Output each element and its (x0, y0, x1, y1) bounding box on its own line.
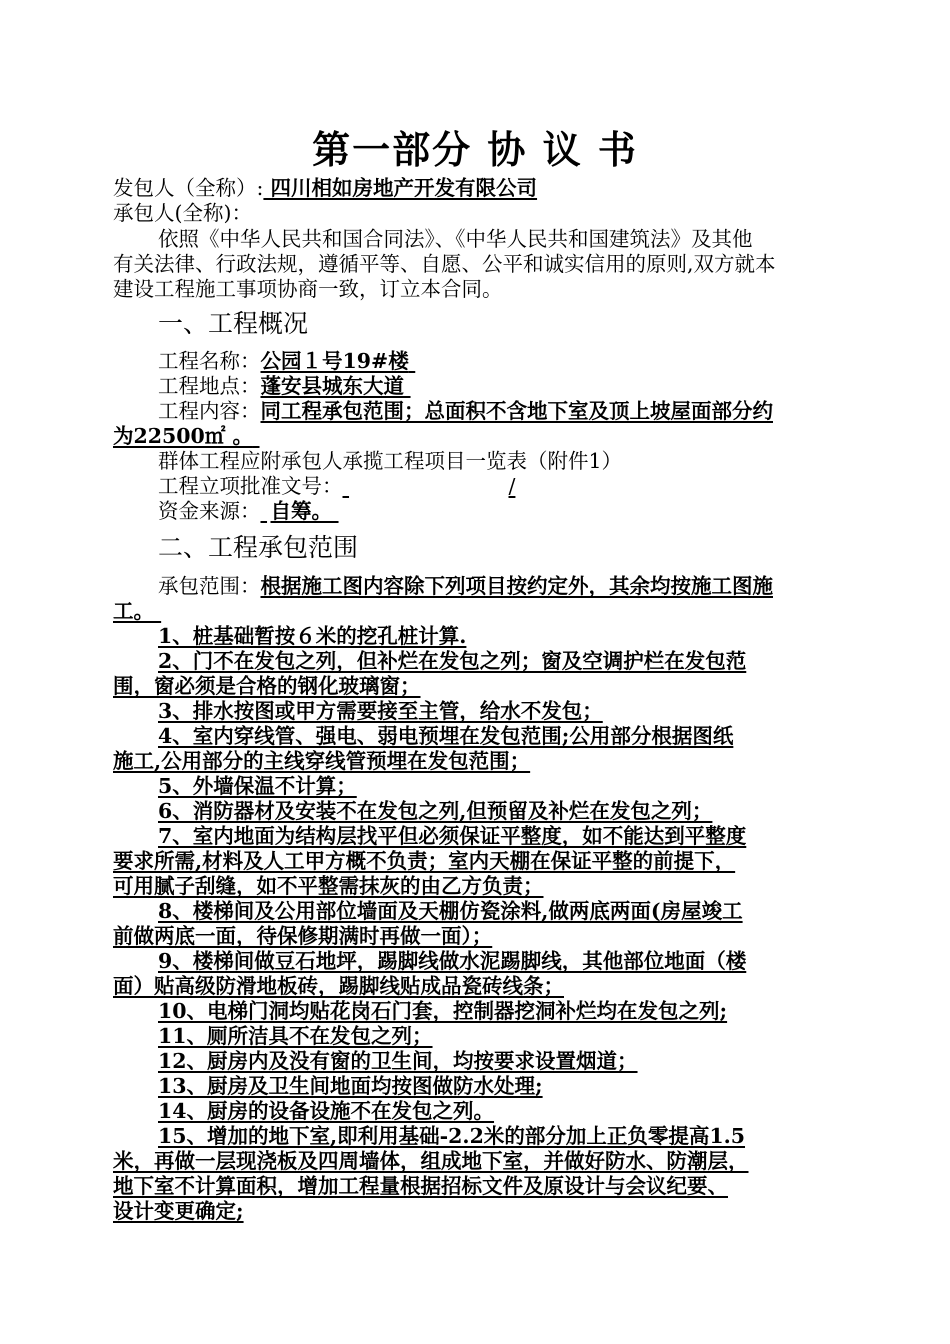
project-site-label: 工程地点： (158, 374, 261, 398)
project-content-value: 同工程承包范围；总面积不含地下室及顶上坡屋面部分约 (260, 399, 773, 423)
scope-label: 承包范围： (158, 574, 261, 598)
project-name-label: 工程名称： (158, 349, 261, 373)
project-content-value: 为22500㎡ 。 (113, 424, 253, 448)
project-name-line (158, 349, 848, 373)
project-name-value: 公园１号19#楼 (260, 349, 409, 373)
scope-item-continued: 设计变更确定; (113, 1199, 244, 1223)
scope-item: 1、桩基础暂按６米的挖孔桩计算. (158, 624, 467, 648)
approval-number-value: / (508, 474, 516, 498)
section-heading-scope: 二、工程承包范围 (158, 533, 359, 562)
fund-source-label: 资金来源： (158, 499, 261, 523)
employer-line (113, 176, 848, 200)
project-content-line (158, 399, 848, 423)
scope-item: 11、厕所洁具不在发包之列； (158, 1024, 433, 1048)
project-site-value: 蓬安县城东大道 (260, 374, 404, 398)
underline-fill (332, 499, 338, 523)
scope-item: 8、楼梯间及公用部位墙面及天棚仿瓷涂料,做两底两面(房屋竣工 (158, 899, 743, 923)
underline-fill (404, 374, 816, 398)
underline-fill (253, 424, 673, 448)
scope-value: 工。 (113, 599, 154, 623)
employer-label: 发包人（全称）: (113, 176, 264, 200)
scope-item-continued: 地下室不计算面积，增加工程量根据招标文件及原设计与会议纪要、 (113, 1174, 728, 1198)
group-project-note: 群体工程应附承包人承揽工程项目一览表（附件1） (158, 449, 623, 473)
section-heading-overview: 一、工程概况 (158, 309, 309, 338)
scope-item: 3、排水按图或甲方需要接至主管，给水不发包； (158, 699, 603, 723)
approval-number-line (158, 474, 848, 498)
scope-item: 6、消防器材及安装不在发包之列,但预留及补烂在发包之列； (158, 799, 713, 823)
scope-item: 13、厨房及卫生间地面均按图做防水处理; (158, 1074, 543, 1098)
approval-number-label: 工程立项批准文号： (158, 474, 343, 498)
scope-value: 根据施工图内容除下列项目按约定外，其余均按施工图施 (260, 574, 773, 598)
fund-source-line (158, 499, 848, 523)
underline-fill (154, 599, 164, 623)
intro-line: 建设工程施工事项协商一致，订立本合同。 (113, 277, 503, 301)
employer-name: 四川相如房地产开发有限公司 (263, 176, 538, 200)
intro-line: 有关法律、行政法规，遵循平等、自愿、公平和诚实信用的原则,双方就本 (113, 252, 776, 276)
scope-item: 5、外墙保温不计算； (158, 774, 357, 798)
scope-item-continued: 前做两底一面，待保修期满时再做一面）； (113, 924, 493, 948)
project-site-line (158, 374, 848, 398)
scope-line-2 (113, 599, 848, 623)
intro-line: 依照《中华人民共和国合同法》、《中华人民共和国建筑法》及其他 (158, 227, 753, 251)
scope-item: 2、门不在发包之列，但补烂在发包之列；窗及空调护栏在发包范 (158, 649, 747, 673)
scope-item-continued: 要求所需,材料及人工甲方概不负责；室内天棚在保证平整的前提下， (113, 849, 736, 873)
scope-item: 12、厨房内及没有窗的卫生间，均按要求设置烟道； (158, 1049, 638, 1073)
scope-item-continued: 可用腻子刮缝，如不平整需抹灰的由乙方负责； (113, 874, 544, 898)
scope-item: 9、楼梯间做豆石地坪，踢脚线做水泥踢脚线，其他部位地面（楼 (158, 949, 747, 973)
project-content-line-2 (113, 424, 848, 448)
scope-item-continued: 围，窗必须是合格的钢化玻璃窗； (113, 674, 421, 698)
scope-item: 10、电梯门洞均贴花岗石门套，控制器挖洞补烂均在发包之列; (158, 999, 728, 1023)
underline-fill (261, 499, 271, 523)
scope-item: 14、厨房的设备设施不在发包之列。 (158, 1099, 495, 1123)
scope-item: 7、室内地面为结构层找平但必须保证平整度，如不能达到平整度 (158, 824, 747, 848)
scope-item-continued: 米，再做一层现浇板及四周墙体，组成地下室，并做好防水、防潮层， (113, 1149, 749, 1173)
scope-item-continued: 施工,公用部分的主线穿线管预埋在发包范围； (113, 749, 531, 773)
scope-item: 15、增加的地下室,即利用基础-2.2米的部分加上正负零提高1.5 (158, 1124, 746, 1148)
scope-item: 4、室内穿线管、强电、弱电预埋在发包范围;公用部分根据图纸 (158, 724, 734, 748)
scope-item-continued: 面）贴高级防滑地板砖，踢脚线贴成品瓷砖线条； (113, 974, 564, 998)
contractor-line (113, 201, 848, 225)
fund-source-value: 自筹。 (270, 499, 332, 523)
underline-fill (343, 474, 509, 498)
scope-line (158, 574, 848, 598)
project-content-label: 工程内容： (158, 399, 261, 423)
contractor-label: 承包人(全称)： (113, 201, 252, 225)
underline-fill (409, 349, 429, 373)
page-title: 第一部分 协 议 书 (312, 127, 638, 172)
